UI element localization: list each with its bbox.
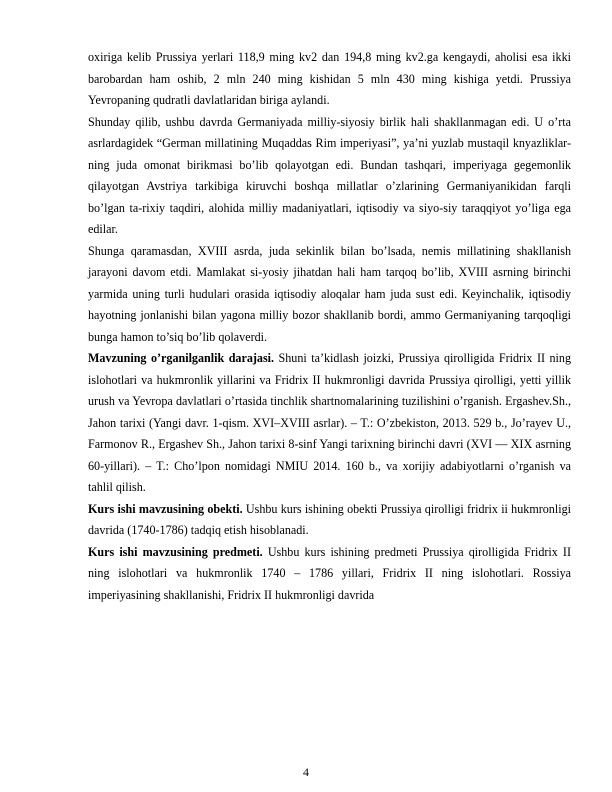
paragraph-heading-object: Kurs ishi mavzusining obekti. [88, 501, 243, 516]
page-number: 4 [303, 765, 309, 779]
paragraph-germany-unity [88, 112, 571, 241]
paragraph-text: Shuni ta’kidlash joizki, Prussiya qirolligida Fridrix II ning islohotlari va hukmronlik yillarini va Fridrix II hukmronligi davrida Prussiya qirolligi, yetti yillik urush va Yevropa davlatlari o’rtasida tinchlik shartnomalarining tuzilishini o’rganish. Ergashev.Sh., Jahon tarixi (Yangi davr. 1-qism. XVI–XVIII asrlar). – T.: O’zbekiston, 2013. 529 b., Jo’rayev U., Farmonov R., Ergashev Sh., Jahon tarixi 8-sinf Yangi tarixning birinchi davri (XVI — XIX asrning 60-yillari). – T.: Cho’lpon nomidagi NMIU 2014. 160 b., va xorijiy adabiyotlarni o’rganish va tahlil qilish. [88, 351, 571, 494]
paragraph-text: Ushbu kurs ishining predmeti Prussiya qirolligida Fridrix II ning islohotlari va hukmronlik 1740 – 1786 yillari, Fridrix II ning islohotlari. Rossiya imperiyasining shakllanishi, Fridrix II hukmronligi davrida [88, 544, 571, 602]
paragraph-nation-formation [88, 241, 571, 349]
paragraph-text: Shunday qilib, ushbu davrda Germaniyada milliy-siyosiy birlik hali shakllanmagan edi. U o’rta asrlardagidek “German millatining Muqaddas Rim imperiyasi”, ya’ni yuzlab mustaqil knyazliklar-ning juda omonat birikmasi bo’lib qolayotgan edi. Bundan tashqari, imperiyaga gegemonlik qilayotgan Avstriya tarkibiga kiruvchi boshqa millatlar o’zlarining Germaniyanikidan farqli bo’lgan ta-rixiy taqdiri, alohida milliy madaniyatlari, iqtisodiy va siyo-siy taraqqiyot yo’liga ega edilar. [88, 114, 571, 236]
paragraph-research-subject [88, 542, 571, 607]
paragraph-research-level [88, 348, 571, 499]
paragraph-heading-subject: Kurs ishi mavzusining predmeti. [88, 544, 263, 559]
paragraph-heading-research-level: Mavzuning o’rganilganlik darajasi. [88, 351, 275, 365]
paragraph-text: oxiriga kelib Prussiya yerlari 118,9 ming kv2 dan 194,8 ming kv2.ga kengaydi, aholisi esa ikki barobardan ham oshib, 2 mln 240 ming kishidan 5 mln 430 ming kishiga yetdi. Prussiya Yevropaning qudratli davlatlaridan biriga aylandi. [88, 50, 571, 107]
paragraph-research-object [88, 499, 571, 542]
document-page [88, 47, 571, 606]
paragraph-prussia-expansion [88, 47, 571, 112]
paragraph-text: Shunga qaramasdan, XVIII asrda, juda sekinlik bilan bo’lsada, nemis millatining shakllanish jarayoni davom etdi. Mamlakat si-yosiy jihatdan hali ham tarqoq bo’lib, XVIII asrning birinchi yarmida uning turli hudulari orasida iqtisodiy aloqalar ham juda sust edi. Keyinchalik, iqtisodiy hayotning jonlanishi bilan yagona milliy bozor shakllanib bordi, ammo Germaniyaning tarqoqligi bunga hamon to’siq bo’lib qolaverdi. [88, 243, 571, 344]
paragraph-text: Ushbu kurs ishining obekti Prussiya qirolligi fridrix ii hukmronligi davrida (1740-1786) tadqiq etish hisoblanadi. [88, 501, 571, 537]
